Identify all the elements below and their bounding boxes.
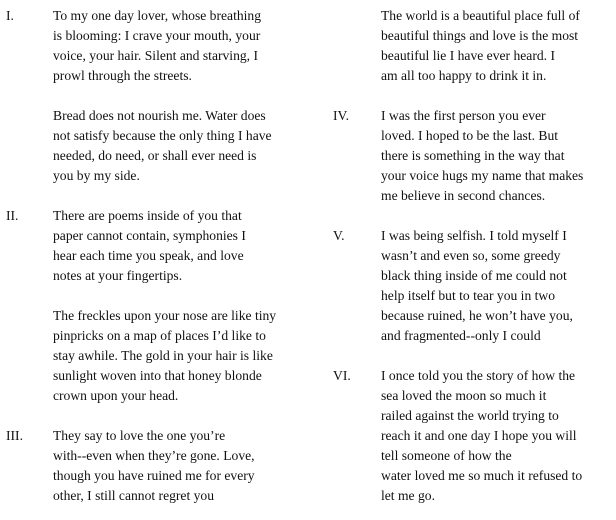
- poem-line: The freckles upon your nose are like tiny: [53, 308, 277, 323]
- poem-line: paper cannot contain, symphonies I: [53, 228, 246, 243]
- poem-line: black thing inside of me could not: [381, 268, 567, 283]
- poem-line: your voice hugs my name that makes: [381, 168, 584, 183]
- stanza-v-paragraph: [381, 226, 573, 346]
- poem-line: Bread does not nourish me. Water does: [53, 108, 266, 123]
- poem-line: hear each time you speak, and love: [53, 248, 244, 263]
- poem-line: not satisfy because the only thing I have: [53, 128, 272, 143]
- section-numeral-ii: II.: [6, 208, 19, 223]
- section-numeral-iv: IV.: [333, 108, 349, 123]
- poem-line: sea loved the moon so much it: [381, 388, 547, 403]
- poem-line: I was being selfish. I told myself I: [381, 228, 567, 243]
- poem-line: you by my side.: [53, 168, 140, 183]
- poem-line: beautiful lie I have ever heard. I: [381, 48, 555, 63]
- poem-line: me believe in second chances.: [381, 188, 546, 203]
- poem-line: pinpricks on a map of places I’d like to: [53, 328, 266, 343]
- stanza-iii-paragraph: [53, 426, 255, 506]
- poem-line: needed, do need, or shall ever need is: [53, 148, 257, 163]
- section-numeral-v: V.: [333, 228, 345, 243]
- poem-line: let me go.: [381, 488, 435, 503]
- stanza-vi-paragraph: [381, 366, 582, 506]
- poem-line: stay awhile. The gold in your hair is like: [53, 348, 273, 363]
- poem-line: loved. I hoped to be the last. But: [381, 128, 559, 143]
- stanza-i-paragraph-2: [53, 106, 272, 186]
- poem-line: am all too happy to drink it in.: [381, 68, 547, 83]
- poem-line: voice, your hair. Silent and starving, I: [53, 48, 258, 63]
- stanza-ii-paragraph-1: [53, 206, 246, 286]
- poem-line: other, I still cannot regret you: [53, 488, 215, 503]
- stanza-iv-paragraph: [381, 106, 583, 206]
- poem-line: sunlight woven into that honey blonde: [53, 368, 262, 383]
- poem-line: To my one day lover, whose breathing: [53, 8, 262, 23]
- poem-line: I once told you the story of how the: [381, 368, 576, 383]
- poem-line: help itself but to tear you in two: [381, 288, 556, 303]
- poem-line: They say to love the one you’re: [53, 428, 226, 443]
- section-numeral-vi: VI.: [333, 368, 351, 383]
- poem-line: though you have ruined me for every: [53, 468, 255, 483]
- poem-line: and fragmented--only I could: [381, 328, 541, 343]
- poem-line: wasn’t and even so, some greedy: [381, 248, 561, 263]
- poem-line: The world is a beautiful place full of: [381, 8, 580, 23]
- stanza-iii-continuation: [381, 6, 580, 86]
- poem-line: railed against the world trying to: [381, 408, 559, 423]
- poem-line: notes at your fingertips.: [53, 268, 183, 283]
- poem-line: water loved me so much it refused to: [381, 468, 583, 483]
- poem-line: tell someone of how the: [381, 448, 512, 463]
- poem-line: I was the first person you ever: [381, 108, 546, 123]
- section-numeral-iii: III.: [6, 428, 23, 443]
- stanza-ii-paragraph-2: [53, 306, 276, 406]
- stanza-i-paragraph-1: [53, 6, 261, 86]
- section-numeral-i: I.: [6, 8, 14, 23]
- poem-line: is blooming: I crave your mouth, your: [53, 28, 261, 43]
- poem-line: beautiful things and love is the most: [381, 28, 579, 43]
- poem-line: because ruined, he won’t have you,: [381, 308, 573, 323]
- poem-line: prowl through the streets.: [53, 68, 192, 83]
- poem-line: with--even when they’re gone. Love,: [53, 448, 255, 463]
- poem-line: there is something in the way that: [381, 148, 565, 163]
- poem-line: There are poems inside of you that: [53, 208, 242, 223]
- poem-line: reach it and one day I hope you will: [381, 428, 577, 443]
- poem-line: crown upon your head.: [53, 388, 179, 403]
